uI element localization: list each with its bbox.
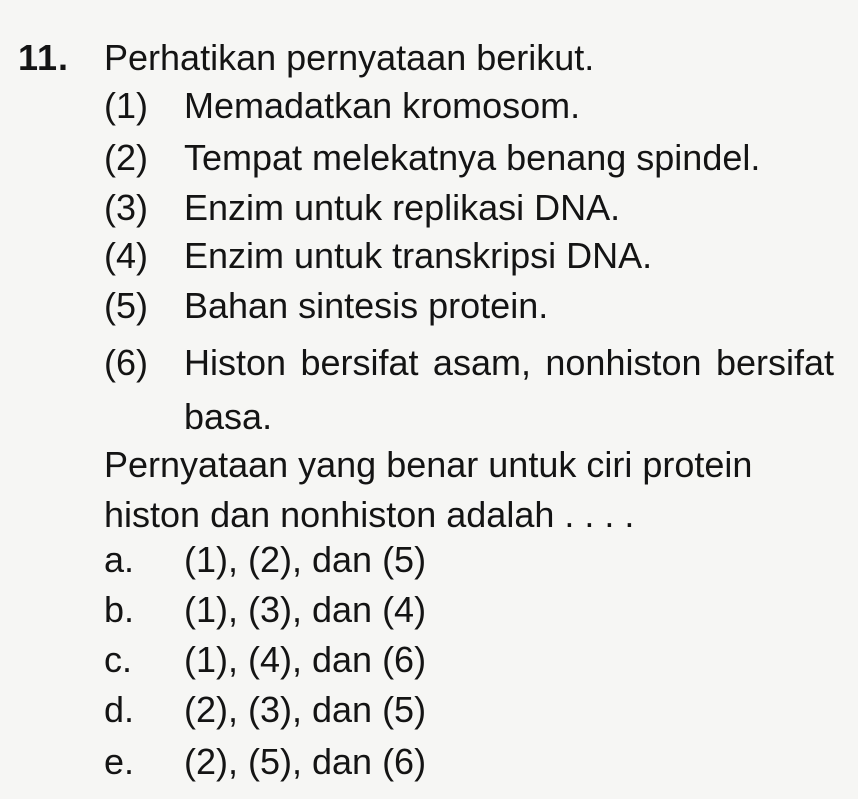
statement-text: Tempat melekatnya benang spindel. — [184, 137, 761, 178]
statement-4 — [104, 234, 652, 278]
option-text: (1), (3), dan (4) — [184, 589, 427, 630]
statement-number: (6) — [104, 342, 148, 383]
statement-text: Bahan sintesis protein. — [184, 285, 549, 326]
option-text: (2), (3), dan (5) — [184, 689, 427, 730]
option-text: (2), (5), dan (6) — [184, 741, 427, 782]
option-text: (1), (4), dan (6) — [184, 639, 427, 680]
statement-1 — [104, 84, 580, 128]
option-b[interactable] — [104, 588, 426, 632]
statement-text: Enzim untuk transkripsi DNA. — [184, 235, 653, 276]
statement-number: (5) — [104, 285, 148, 326]
option-text: (1), (2), dan (5) — [184, 539, 427, 580]
statement-2 — [104, 136, 760, 180]
option-c[interactable] — [104, 638, 426, 682]
option-e[interactable] — [104, 740, 426, 784]
option-letter: d. — [104, 689, 135, 730]
question-prompt: Pernyataan yang benar untuk ciri protein histon dan nonhiston adalah . . . . — [104, 444, 753, 535]
statement-text: Memadatkan kromosom. — [184, 85, 581, 126]
statement-3 — [104, 186, 620, 230]
option-a[interactable] — [104, 538, 426, 582]
statement-number: (4) — [104, 235, 148, 276]
statement-text: Enzim untuk replikasi DNA. — [184, 187, 621, 228]
question-stem: Perhatikan pernyataan berikut. — [104, 37, 595, 78]
statement-number: (1) — [104, 85, 148, 126]
option-d[interactable] — [104, 688, 426, 732]
option-letter: e. — [104, 741, 135, 782]
option-letter: c. — [104, 639, 133, 680]
option-letter: b. — [104, 589, 135, 630]
statement-text: Histon bersifat asam, nonhiston bersifat basa. — [184, 342, 834, 437]
option-letter: a. — [104, 539, 135, 580]
question-number: 11. — [18, 37, 70, 78]
statement-number: (3) — [104, 187, 148, 228]
statement-number: (2) — [104, 137, 148, 178]
statement-5 — [104, 284, 548, 328]
